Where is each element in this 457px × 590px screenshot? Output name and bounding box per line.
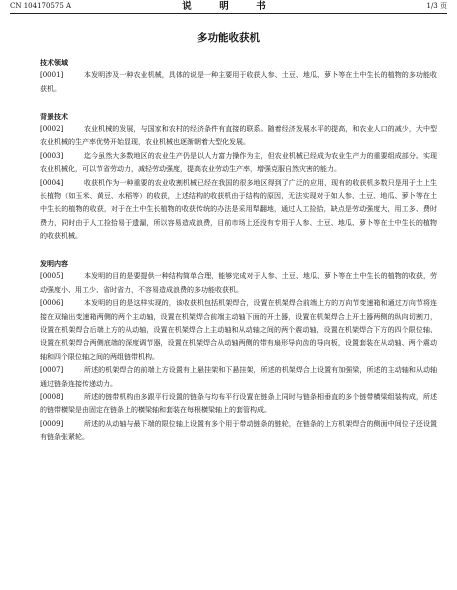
paragraph-0006: [40, 297, 437, 364]
paragraph-number: [0004]: [40, 178, 64, 187]
paragraph-0008: [40, 391, 437, 418]
document-title: 多功能收获机: [197, 32, 260, 44]
paragraph-0003: [40, 150, 437, 177]
section-heading-summary: 发明内容: [40, 259, 68, 269]
doc-type: 说 明 书: [182, 1, 275, 12]
paragraph-text: 本发明涉及一种农业机械，具体的说是一种主要用于收获人参、土豆、地瓜、萝卜等在土中生长的植物的多功能收获机。: [40, 71, 437, 93]
paragraph-number: [0005]: [40, 272, 64, 281]
paragraph-0001: [40, 69, 437, 96]
paragraph-number: [0008]: [40, 393, 64, 402]
paragraph-text: 本发明的目的是这样实现的，该收获机包括机架焊合，设置在机架焊合前端上方的万向节变速箱和通过万向节将连接在双输出变速箱两侧的两个主动轴，设置在机架焊合前端主动轴下面的开土器，设置在机架焊合上开土器两侧的纵向切割刀，设置在机架焊合后端上方的从动轴，设置在机架焊合上主动轴和从动轴之间的两个震动轴，设置在机架焊合下方的四个限位轴、设置在机架焊合两侧底端的深度调节器，设置在机架焊合从动轴两侧的带有扇形导向齿的导向板，设置套装在从动轴、两个震动轴和四个限位轴之间的两组链带机构。: [40, 299, 437, 361]
paragraph-0004: [40, 177, 437, 244]
paragraph-number: [0002]: [40, 124, 64, 133]
paragraph-0005: [40, 270, 437, 297]
paragraph-0009: [40, 418, 437, 445]
paragraph-number: [0009]: [40, 419, 64, 428]
paragraph-text: 农业机械的发展，与国家和农村的经济条件有直接的联系。随着经济发展水平的提高，和农业人口的减少，大中型农业机械的生产率优势开始显现，农业机械也逐渐朝着大型化发展。: [40, 124, 437, 147]
paragraph-number: [0006]: [40, 299, 64, 308]
section-heading-background: 背景技术: [40, 111, 68, 121]
doc-number: CN 104170575 A: [10, 2, 72, 10]
document-body: [40, 56, 437, 445]
page-number: 1/3 页: [426, 2, 447, 10]
paragraph-text: 所述的链带机构由多跟平行设置的链条与均布平行设置在链条上同时与链条相垂直的多个链带横梁组装构成，所述的链带横梁是由固定在链条上的横梁轴和套装在每根横梁轴上的套管构成。: [40, 393, 437, 415]
section-heading-technical-field: 技术领域: [40, 58, 68, 67]
paragraph-number: [0003]: [40, 151, 64, 160]
paragraph-0007: [40, 364, 437, 391]
paragraph-text: 收获机作为一种重要的农业收割机械已经在我国的很多地区得到了广泛的应用，现有的收获机多数只是用于土上生长植物（如玉米、黄豆、水稻等）的收获，上述结构的收获机由于结构的原因，无法实现对于如人参、土豆、地瓜、萝卜等在土中生长的植物的收获，对于在土中生长植物的收获传统的办法是采用犁翻地，通过人工捡拾，缺点是劳动强度大，用工多、费时费力，同时由于人工捡拾易于遗漏，所以容易造成浪费，目前市场上还没有专用于人参、土豆、地瓜、萝卜等在土中生长的植物的收获机械。: [40, 178, 437, 241]
paragraph-text: 所述的机架焊合的前端上方设置有上悬挂架和下悬挂架，所述的机架焊合上设置有加强梁，所述的主动轴和从动轴通过链条连接传递动力。: [40, 366, 437, 388]
page-header: [10, 0, 447, 14]
paragraph-text: 本发明的目的是要提供一种结构简单合理，能够完成对于人参、土豆、地瓜、萝卜等在土中生长的植物的收获，劳动强度小、用工少、省时省力，不容易造成浪费的多功能收获机。: [40, 272, 437, 294]
paragraph-0002: [40, 123, 437, 150]
paragraph-text: 所述的从动轴与最下端的限位轴上设置有多个用于带动链条的链轮，在链条的上方机架焊合的侧面中间位子还设置有链条张紧轮。: [40, 419, 437, 442]
paragraph-number: [0007]: [40, 366, 64, 375]
paragraph-number: [0001]: [40, 71, 64, 80]
paragraph-text: 迄今虽然大多数地区的农业生产仍是以人力富力操作为主，但农业机械已经成为农业生产力的重要组成部分。实现农业机械化，可以节省劳动力，减轻劳动强度，提高农业劳动生产率，增强克服自然灾害的能力。: [40, 151, 437, 174]
